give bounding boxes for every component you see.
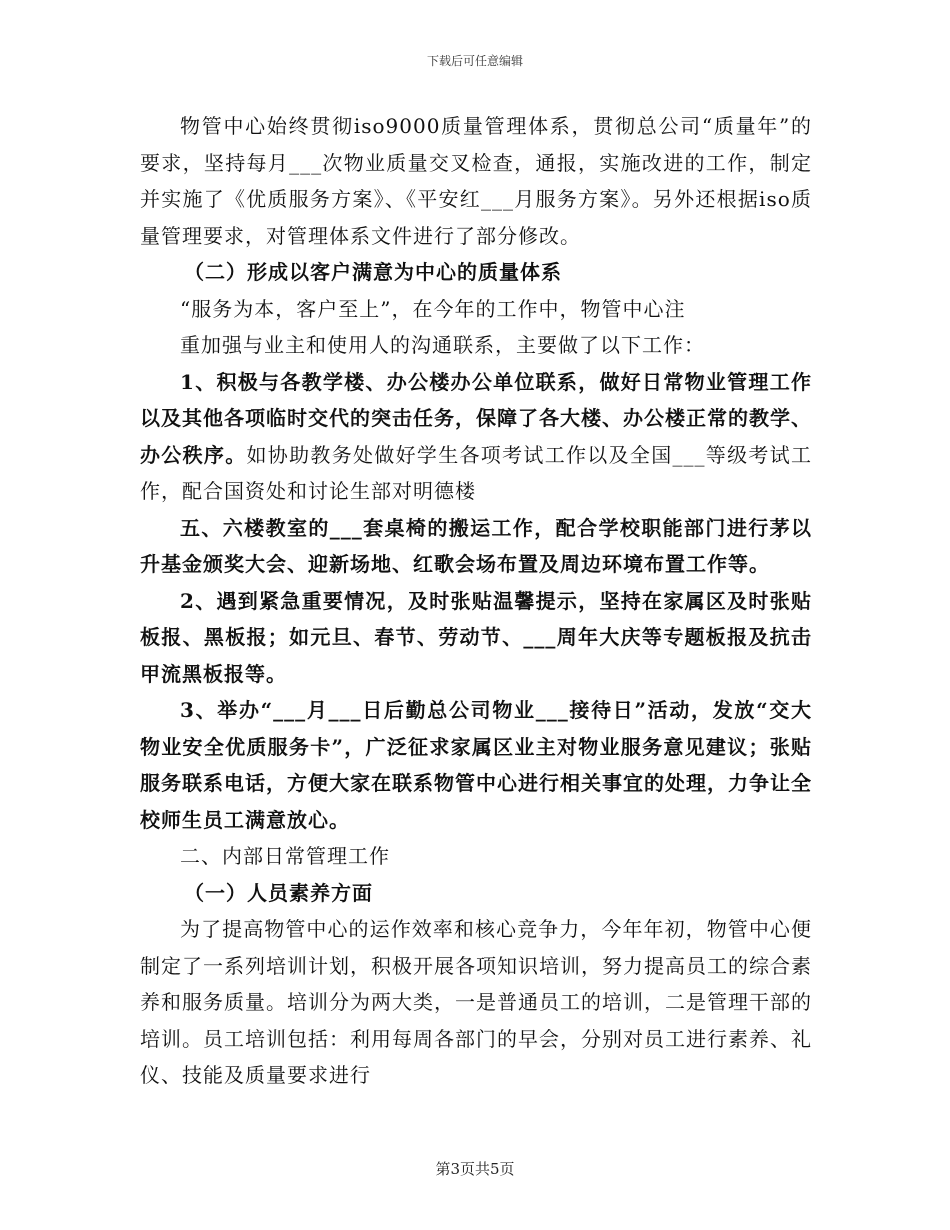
section-heading-customer-satisfaction: （二）形成以客户满意为中心的质量体系 <box>184 260 562 284</box>
paragraph-quality-system: 物管中心始终贯彻iso9000质量管理体系，贯彻总公司“质量年”的要求，坚持每月___次物业质量交叉检查，通报，实施改进的工作，制定并实施了《优质服务方案》、《平安红___月服务方案》。另外还根据iso质量管理要求，对管理体系文件进行了部分修改。 <box>140 114 812 248</box>
paragraph-item-3: 3、举办“___月___日后勤总公司物业___接待日”活动，发放“交大物业安全优质服务卡”，广泛征求家属区业主对物业服务意见建议；张贴服务联系电话，方便大家在联系物管中心进行相关事宜的处理，力争让全校师生员工满意放心。 <box>140 698 812 832</box>
paragraph-item-1-cont: 五、六楼教室的___套桌椅的搬运工作，配合学校职能部门进行茅以升基金颁奖大会、迎新场地、红歌会场布置及周边环境布置工作等。 <box>140 515 812 576</box>
paragraph-service-motto: “服务为本，客户至上”，在今年的工作中，物管中心注 <box>180 296 686 321</box>
page-header: 下载后可任意编辑 <box>426 54 523 68</box>
section-heading-internal-management: 二、内部日常管理工作 <box>180 844 390 868</box>
paragraph-item-1-normal: 如协助教务处做好学生各项考试工作以及全国___等级考试工作，配合国资处和讨论生部对明德楼 <box>140 442 812 503</box>
paragraph-item-1-bold: 1、积极与各教学楼、办公楼办公单位联系，做好日常物业管理工作以及其他各项临时交代的突击任务，保障了各大楼、办公楼正常的教学、办公秩序。 <box>140 369 812 467</box>
paragraph-training: 为了提高物管中心的运作效率和核心竞争力，今年年初，物管中心便制定了一系列培训计划，积极开展各项知识培训，努力提高员工的综合素养和服务质量。培训分为两大类，一是普通员工的培训，二是管理干部的培训。员工培训包括：利用每周各部门的早会，分别对员工进行素养、礼仪、技能及质量要求进行 <box>140 917 812 1087</box>
paragraph-item-2: 2、遇到紧急重要情况，及时张贴温馨提示，坚持在家属区及时张贴板报、黑板报；如元旦、春节、劳动节、___周年大庆等专题板报及抗击甲流黑板报等。 <box>140 588 812 686</box>
page-footer: 第3页共5页 <box>435 1160 515 1178</box>
section-heading-personnel: （一）人员素养方面 <box>184 880 373 905</box>
paragraph-item-1 <box>140 364 812 510</box>
document-body <box>140 108 812 1094</box>
paragraph-communication: 重加强与业主和使用人的沟通联系，主要做了以下工作： <box>180 333 705 357</box>
